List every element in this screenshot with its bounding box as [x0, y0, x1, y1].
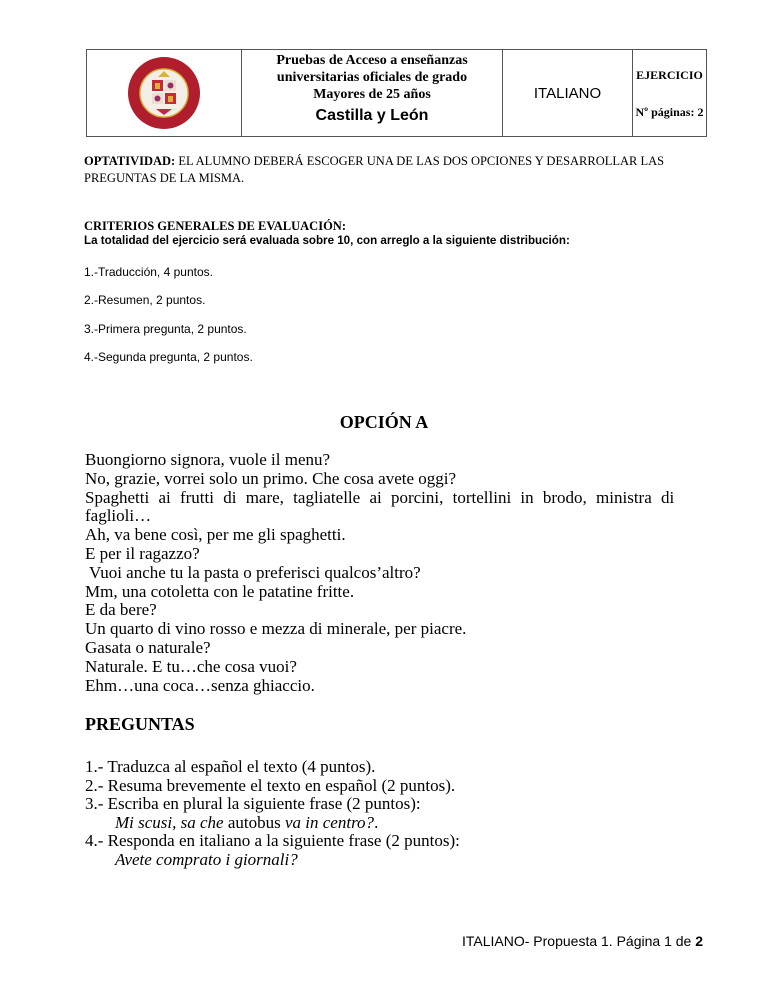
- footer-total-pages: 2: [695, 933, 703, 949]
- criteria-item: 1.-Traducción, 4 puntos.: [84, 265, 213, 279]
- questions-title: PREGUNTAS: [85, 714, 195, 734]
- question-4-sentence: [85, 851, 695, 870]
- q3-sentence-part: va in centro?: [280, 812, 375, 832]
- option-title: OPCIÓN A: [339, 412, 429, 432]
- dialogue-text: [85, 451, 690, 695]
- exam-header: [86, 49, 707, 137]
- dialogue-line: Naturale. E tu…che cosa vuoi?: [85, 656, 297, 676]
- q4-sentence: Avete comprato i giornali?: [115, 849, 298, 869]
- q3-sentence-part: Mi scusi, sa che: [115, 812, 228, 832]
- title-line-2: universitarias oficiales de grado: [276, 70, 468, 85]
- dialogue-line: Mm, una cotoletta con le patatine fritte.: [85, 581, 355, 601]
- title-line-3: Mayores de 25 años: [313, 87, 431, 102]
- optatividad-label: OPTATIVIDAD:: [84, 154, 176, 168]
- question-1: 1.- Traduzca al español el texto (4 puntos).: [85, 757, 376, 776]
- criteria-item: 2.-Resumen, 2 puntos.: [84, 293, 206, 307]
- question-3-sentence: [85, 814, 695, 833]
- criteria-title: CRITERIOS GENERALES DE EVALUACIÓN:: [84, 219, 346, 233]
- dialogue-line: Spaghetti ai frutti di mare, tagliatelle ai porcini, tortellini in brodo, ministra di: [85, 487, 675, 507]
- page-footer: [462, 933, 703, 949]
- criteria-subtitle: La totalidad del ejercicio será evaluada sobre 10, con arreglo a la siguiente distribución:: [84, 234, 570, 247]
- question-4: 4.- Responda en italiano a la siguiente frase (2 puntos):: [85, 831, 460, 851]
- question-2: 2.- Resuma brevemente el texto en español (2 puntos).: [85, 775, 456, 795]
- dialogue-line: E da bere?: [85, 600, 157, 620]
- dialogue-line: E per il ragazzo?: [85, 543, 200, 563]
- exercise-label: EJERCICIO: [636, 68, 703, 82]
- subject-label: ITALIANO: [503, 50, 633, 136]
- university-seal-logo: [126, 53, 202, 133]
- question-3: 3.- Escriba en plural la siguiente frase (2 puntos):: [85, 794, 421, 814]
- dialogue-line: No, grazie, vorrei solo un primo. Che cosa avete oggi?: [85, 468, 457, 488]
- criteria-item: 3.-Primera pregunta, 2 puntos.: [84, 322, 247, 336]
- title-line-1: Pruebas de Acceso a enseñanzas: [276, 53, 468, 68]
- optatividad-paragraph: [84, 153, 694, 187]
- dialogue-line: Buongiorno signora, vuole il menu?: [85, 450, 331, 469]
- q3-sentence-part: autobus: [227, 812, 281, 832]
- region-label: Castilla y León: [315, 107, 429, 124]
- q3-sentence-part: .: [374, 812, 379, 832]
- dialogue-line: Ehm…una coca…senza ghiaccio.: [85, 675, 315, 695]
- criteria-item: 4.-Segunda pregunta, 2 puntos.: [84, 350, 253, 364]
- title-cell: [242, 50, 503, 136]
- footer-text: ITALIANO- Propuesta 1. Página 1 de: [462, 933, 696, 949]
- optatividad-text: EL ALUMNO DEBERÁ ESCOGER UNA DE LAS DOS OPCIONES Y DESARROLLAR LAS PREGUNTAS DE LA MISMA.: [84, 154, 665, 185]
- logo-cell: [87, 50, 242, 136]
- questions-list: [85, 758, 695, 870]
- dialogue-line: Un quarto di vino rosso e mezza di minerale, per piacre.: [85, 619, 467, 639]
- pages-label: Nº páginas: 2: [635, 105, 704, 119]
- dialogue-line: Vuoi anche tu la pasta o preferisci qualcos’altro?: [85, 562, 421, 582]
- dialogue-line: faglioli…: [85, 506, 152, 526]
- dialogue-line: Ah, va bene così, per me gli spaghetti.: [85, 525, 346, 545]
- dialogue-line: Gasata o naturale?: [85, 637, 211, 657]
- exercise-cell: [633, 50, 706, 136]
